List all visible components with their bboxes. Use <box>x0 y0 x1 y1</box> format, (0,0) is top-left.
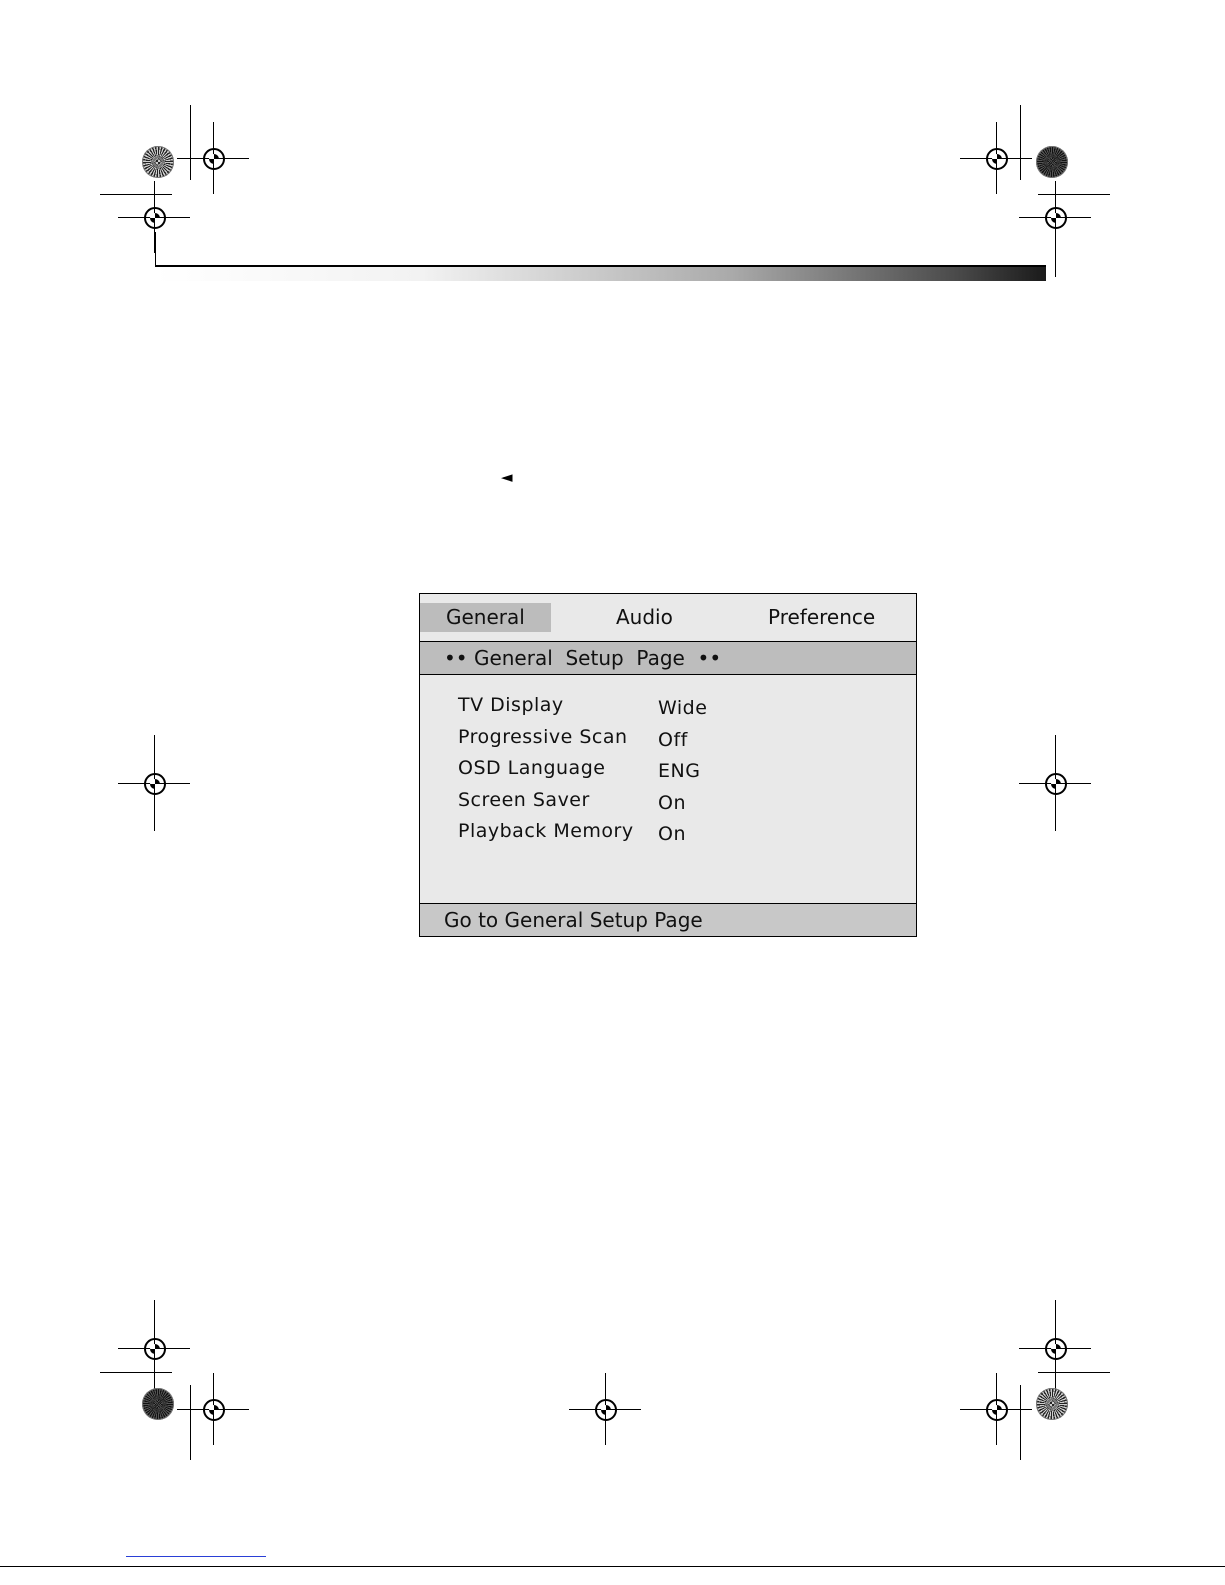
crop-line <box>1038 194 1110 195</box>
setting-row-screen-saver[interactable] <box>420 789 916 821</box>
setting-value: On <box>658 791 686 814</box>
crop-line <box>1020 1385 1021 1460</box>
color-registration-mark-icon <box>142 146 174 178</box>
setting-label: TV Display <box>458 694 564 716</box>
left-arrow-icon: ◄ <box>501 468 513 486</box>
crop-line <box>190 105 191 180</box>
crop-line <box>1020 105 1021 180</box>
setting-value: Off <box>658 728 688 751</box>
tab-general[interactable]: General <box>420 603 551 632</box>
bottom-rule <box>0 1566 1225 1567</box>
setting-value: On <box>658 823 686 845</box>
gradient-header-bar <box>155 265 1046 281</box>
setting-row-progressive-scan[interactable] <box>420 726 916 758</box>
menu-tab-bar <box>420 594 916 642</box>
setting-row-playback-memory[interactable] <box>420 820 916 852</box>
page-title: •• General Setup Page •• <box>420 642 916 675</box>
tab-audio[interactable]: Audio <box>616 605 673 629</box>
crop-line <box>1038 1372 1110 1373</box>
setting-label: OSD Language <box>458 757 606 779</box>
setting-label: Progressive Scan <box>458 725 628 748</box>
link-underline <box>126 1556 266 1557</box>
setup-menu-screen <box>419 593 917 937</box>
status-help-bar: Go to General Setup Page <box>420 903 916 936</box>
setting-value: ENG <box>658 760 701 782</box>
crop-line <box>190 1385 191 1460</box>
setting-label: Screen Saver <box>458 788 590 811</box>
crop-line <box>100 1372 172 1373</box>
crop-line <box>100 194 172 195</box>
setting-row-osd-language[interactable] <box>420 757 916 789</box>
tab-preference[interactable]: Preference <box>768 605 876 629</box>
setting-value: Wide <box>658 697 708 719</box>
color-registration-mark-icon <box>1036 1388 1068 1420</box>
color-registration-mark-icon <box>1036 146 1068 178</box>
crop-line <box>1055 232 1056 277</box>
settings-list <box>420 694 916 852</box>
setting-label: Playback Memory <box>458 820 634 842</box>
color-registration-mark-icon <box>142 1388 174 1420</box>
setting-row-tv-display[interactable] <box>420 694 916 726</box>
